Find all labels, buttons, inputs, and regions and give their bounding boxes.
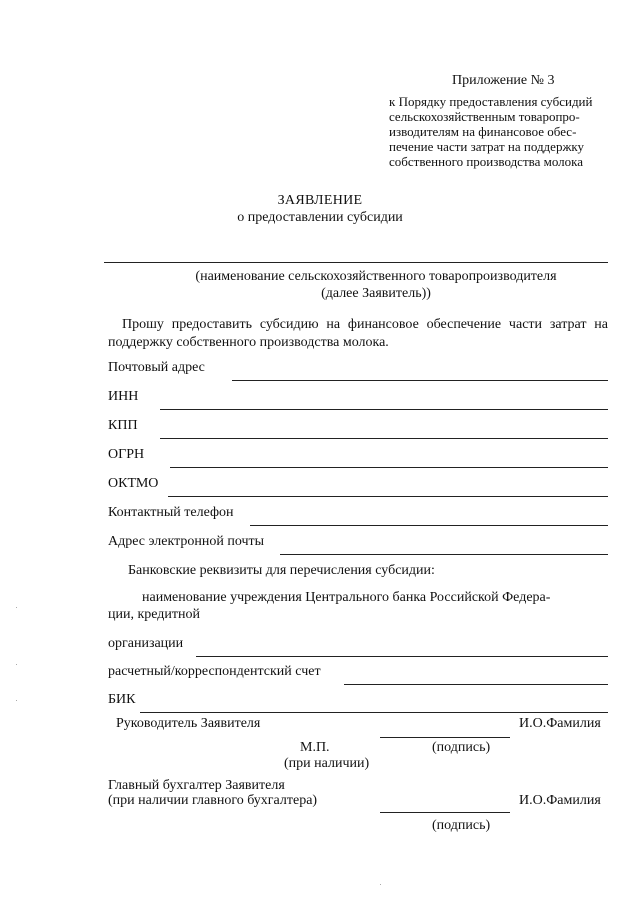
scan-speck xyxy=(16,664,17,665)
annex-line: сельскохозяйственным товаропро- xyxy=(389,109,580,124)
phone-field[interactable] xyxy=(250,525,608,526)
bik-label: БИК xyxy=(108,692,136,707)
annex-line: собственного производства молока xyxy=(389,154,584,169)
account-label: расчетный/корреспондентский счет xyxy=(108,664,321,679)
kpp-field[interactable] xyxy=(160,438,608,439)
applicant-name-line[interactable] xyxy=(104,262,608,263)
head-signature-line[interactable] xyxy=(380,737,510,738)
accountant-note: (при наличии главного бухгалтера) xyxy=(108,793,318,808)
oktmo-label: ОКТМО xyxy=(108,476,159,491)
inn-field[interactable] xyxy=(160,409,608,410)
head-name: И.О.Фамилия xyxy=(519,716,601,731)
applicant-note-line: (наименование сельскохозяйственного товаропроизводителя xyxy=(195,269,557,284)
annex-line: изводителям на финансовое обес- xyxy=(389,124,577,139)
bank-institution-line1: наименование учреждения Центрального банка Российской Федера- xyxy=(142,590,551,605)
stamp-note: (при наличии) xyxy=(284,756,370,771)
postal-address-label: Почтовый адрес xyxy=(108,360,205,375)
applicant-note xyxy=(0,268,640,302)
scan-speck xyxy=(16,607,17,608)
document-subtitle: о предоставлении субсидии xyxy=(237,210,403,225)
ogrn-field[interactable] xyxy=(170,467,608,468)
annex-line: к Порядку предоставления субсидий xyxy=(389,94,593,109)
kpp-label: КПП xyxy=(108,418,138,433)
email-field[interactable] xyxy=(280,554,608,555)
bank-heading: Банковские реквизиты для перечисления субсидии: xyxy=(128,563,435,578)
stamp-label: М.П. xyxy=(300,740,330,755)
head-signature-caption: (подпись) xyxy=(432,740,491,755)
annex-title: Приложение № 3 xyxy=(452,73,555,88)
phone-label: Контактный телефон xyxy=(108,505,234,520)
inn-label: ИНН xyxy=(108,389,139,404)
organization-field[interactable] xyxy=(196,656,608,657)
head-label: Руководитель Заявителя xyxy=(116,716,261,731)
applicant-note-line: (далее Заявитель)) xyxy=(321,286,431,301)
annex-reference xyxy=(389,94,619,169)
organization-label: организации xyxy=(108,636,184,651)
bik-field[interactable] xyxy=(140,712,608,713)
request-paragraph: Прошу предоставить субсидию на финансовое обеспечение части затрат на поддержку собственного производства молока. xyxy=(108,317,608,350)
annex-line: печение части затрат на поддержку xyxy=(389,139,585,154)
bank-institution-line2: ции, кредитной xyxy=(108,607,201,622)
accountant-signature-line[interactable] xyxy=(380,812,510,813)
ogrn-label: ОГРН xyxy=(108,447,145,462)
accountant-name: И.О.Фамилия xyxy=(519,793,601,808)
accountant-signature-caption: (подпись) xyxy=(432,818,491,833)
email-label: Адрес электронной почты xyxy=(108,534,265,549)
scan-speck xyxy=(16,700,17,701)
account-field[interactable] xyxy=(344,684,608,685)
scan-speck xyxy=(380,884,381,885)
accountant-label: Главный бухгалтер Заявителя xyxy=(108,778,285,793)
document-title: ЗАЯВЛЕНИЕ xyxy=(277,193,363,208)
oktmo-field[interactable] xyxy=(168,496,608,497)
postal-address-field[interactable] xyxy=(232,380,608,381)
